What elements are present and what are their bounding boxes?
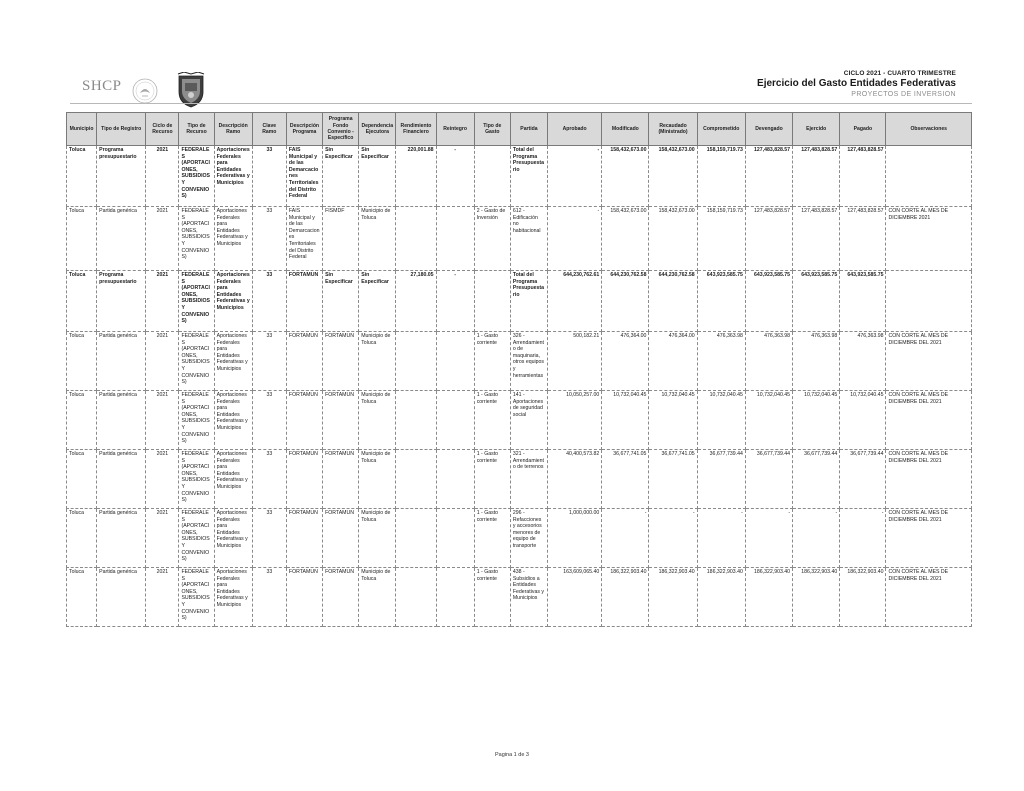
column-header: Clave Ramo [252, 113, 286, 146]
table-cell: 644,230,762.58 [602, 271, 649, 332]
table-cell: - [548, 146, 602, 207]
table-cell: FORTAMUN [323, 509, 359, 568]
table-cell [396, 332, 436, 391]
table-cell: 36,677,739.44 [840, 450, 886, 509]
table-cell: Aportaciones Federales para Entidades Federativas y Municipios [214, 332, 252, 391]
table-cell: 36,677,739.44 [793, 450, 840, 509]
table-cell: 643,923,585.75 [793, 271, 840, 332]
table-cell [396, 391, 436, 450]
table-cell: - [548, 207, 602, 271]
table-body [67, 146, 972, 627]
table-cell: 1 - Gasto corriente [474, 568, 510, 627]
table-cell: Toluca [67, 332, 97, 391]
report-subtitle: PROYECTOS DE INVERSION [851, 91, 956, 98]
table-cell: 10,732,040.45 [793, 391, 840, 450]
table-cell: - [649, 509, 697, 568]
table-cell [396, 207, 436, 271]
table-cell: 2021 [146, 332, 179, 391]
table-cell: FEDERALES (APORTACIONES, SUBSIDIOS Y CONVENIOS) [179, 271, 214, 332]
table-cell: Partida genérica [97, 332, 146, 391]
table-cell: - [436, 146, 474, 207]
table-row [67, 509, 972, 568]
table-cell: CON CORTE AL MES DE DICIEMBRE DEL 2021 [886, 509, 972, 568]
table-cell: FEDERALES (APORTACIONES, SUBSIDIOS Y CONVENIOS) [179, 207, 214, 271]
table-cell: CON CORTE AL MES DE DICIEMBRE 2021 [886, 207, 972, 271]
national-seal-icon [132, 77, 158, 105]
table-cell: Aportaciones Federales para Entidades Federativas y Municipios [214, 450, 252, 509]
column-header: Recaudado (Ministrado) [649, 113, 697, 146]
column-header: Partida [510, 113, 547, 146]
table-row [67, 332, 972, 391]
table-cell: 158,432,673.00 [649, 146, 697, 207]
table-cell [436, 450, 474, 509]
table-cell: 1 - Gasto corriente [474, 332, 510, 391]
column-header: Reintegro [436, 113, 474, 146]
table-cell: Sin Especificar [359, 146, 396, 207]
column-header: Ejercido [793, 113, 840, 146]
table-cell: 33 [252, 271, 286, 332]
table-cell: - [840, 509, 886, 568]
column-header: Ciclo de Recurso [146, 113, 179, 146]
table-cell: Sin Especificar [323, 271, 359, 332]
table-cell [396, 509, 436, 568]
table-cell: Partida genérica [97, 207, 146, 271]
column-header: Aprobado [548, 113, 602, 146]
table-cell [436, 509, 474, 568]
table-cell [436, 332, 474, 391]
table-cell: CON CORTE AL MES DE DICIEMBRE DEL 2021 [886, 450, 972, 509]
table-cell: 36,677,739.44 [745, 450, 792, 509]
table-cell: Total del Programa Presupuestario [510, 271, 547, 332]
table-cell: 326 - Arrendamiento de maquinaria, otros equipos y herramientas [510, 332, 547, 391]
table-cell: 158,432,673.00 [602, 207, 649, 271]
table-cell: FEDERALES (APORTACIONES, SUBSIDIOS Y CONVENIOS) [179, 332, 214, 391]
table-cell: Toluca [67, 450, 97, 509]
table-cell: 127,483,828.57 [793, 146, 840, 207]
table-row [67, 271, 972, 332]
table-cell [396, 568, 436, 627]
table-cell: 10,050,257.00 [548, 391, 602, 450]
table-cell: Total del Programa Presupuestario [510, 146, 547, 207]
table-cell: 186,322,903.40 [697, 568, 745, 627]
table-cell: 36,677,741.05 [602, 450, 649, 509]
table-cell: 33 [252, 509, 286, 568]
table-cell: 33 [252, 450, 286, 509]
table-cell: FAIS Municipal y de las Demarcaciones Territoriales del Distrito Federal [286, 146, 322, 207]
table-cell: FEDERALES (APORTACIONES, SUBSIDIOS Y CONVENIOS) [179, 391, 214, 450]
table-cell: Toluca [67, 207, 97, 271]
column-header: Comprometido [697, 113, 745, 146]
table-cell [436, 568, 474, 627]
table-cell: FORTAMUN [286, 391, 322, 450]
table-cell: 321 - Arrendamiento de terrenos [510, 450, 547, 509]
table-cell: CON CORTE AL MES DE DICIEMBRE DEL 2021 [886, 332, 972, 391]
table-cell: 2 - Gasto de Inversión [474, 207, 510, 271]
table-cell: Programa presupuestario [97, 146, 146, 207]
table-cell: Partida genérica [97, 450, 146, 509]
table-cell: Toluca [67, 391, 97, 450]
table-cell: FORTAMUN [323, 450, 359, 509]
table-cell: 186,322,903.40 [649, 568, 697, 627]
table-cell: Aportaciones Federales para Entidades Federativas y Municipios [214, 207, 252, 271]
table-cell: 127,483,828.57 [840, 207, 886, 271]
table-cell: Toluca [67, 568, 97, 627]
column-header: Programa Fondo Convenio - Específico [323, 113, 359, 146]
table-cell: FEDERALES (APORTACIONES, SUBSIDIOS Y CONVENIOS) [179, 568, 214, 627]
shcp-logo-text: SHCP [82, 78, 122, 94]
table-cell: 158,432,673.00 [602, 146, 649, 207]
table-cell: 1 - Gasto corriente [474, 509, 510, 568]
table-cell: 33 [252, 332, 286, 391]
column-header: Dependencia Ejecutora [359, 113, 396, 146]
table-cell [396, 450, 436, 509]
table-cell: - [745, 509, 792, 568]
table-cell: 476,363.98 [793, 332, 840, 391]
table-cell: Municipio de Toluca [359, 568, 396, 627]
column-header: Tipo de Recurso [179, 113, 214, 146]
table-cell: Municipio de Toluca [359, 391, 396, 450]
table-cell: Municipio de Toluca [359, 450, 396, 509]
table-cell: FORTAMUN [286, 568, 322, 627]
table-cell: - [697, 509, 745, 568]
table-cell: 476,364.00 [649, 332, 697, 391]
table-cell: Partida genérica [97, 568, 146, 627]
table-row [67, 207, 972, 271]
table-cell: 2021 [146, 568, 179, 627]
table-cell: 10,732,040.45 [649, 391, 697, 450]
table-cell: FEDERALES (APORTACIONES, SUBSIDIOS Y CONVENIOS) [179, 509, 214, 568]
table-cell: 40,400,573.82 [548, 450, 602, 509]
column-header: Tipo de Gasto [474, 113, 510, 146]
table-cell: 127,483,828.57 [745, 207, 792, 271]
table-cell: - [793, 509, 840, 568]
table-cell: - [602, 509, 649, 568]
column-header: Rendimiento Financiero [396, 113, 436, 146]
table-cell: 1,000,000.00 [548, 509, 602, 568]
page-number: Pagina 1 de 3 [495, 752, 529, 758]
table-cell [474, 146, 510, 207]
table-cell: 33 [252, 146, 286, 207]
table-cell: 643,923,585.75 [840, 271, 886, 332]
table-row [67, 450, 972, 509]
table-cell: 158,432,673.00 [649, 207, 697, 271]
table-cell: 476,363.98 [697, 332, 745, 391]
table-cell [474, 271, 510, 332]
column-header: Descripción Programa [286, 113, 322, 146]
table-cell: FORTAMUN [286, 509, 322, 568]
table-cell: 2021 [146, 271, 179, 332]
table-cell: 438 - Subsidios a Entidades Federativas y Municipios [510, 568, 547, 627]
report-cycle: CICLO 2021 - CUARTO TRIMESTRE [843, 70, 956, 77]
table-cell: 220,001.88 [396, 146, 436, 207]
column-header: Municipio [67, 113, 97, 146]
header-divider [70, 103, 972, 104]
table-cell: Toluca [67, 509, 97, 568]
column-header: Pagado [840, 113, 886, 146]
table-cell: Aportaciones Federales para Entidades Federativas y Municipios [214, 568, 252, 627]
table-cell: 10,732,040.45 [745, 391, 792, 450]
table-cell: Municipio de Toluca [359, 332, 396, 391]
table-cell: 643,923,585.75 [745, 271, 792, 332]
table-cell: FAIS Municipal y de las Demarcaciones Territoriales del Distrito Federal [286, 207, 322, 271]
table-cell: Programa presupuestario [97, 271, 146, 332]
table-cell: Aportaciones Federales para Entidades Federativas y Municipios [214, 391, 252, 450]
table-cell: 186,322,903.40 [602, 568, 649, 627]
table-row [67, 391, 972, 450]
table-cell: - [436, 271, 474, 332]
table-cell [436, 207, 474, 271]
table-cell: Aportaciones Federales para Entidades Federativas y Municipios [214, 509, 252, 568]
table-cell: Partida genérica [97, 509, 146, 568]
table-cell: FEDERALES (APORTACIONES, SUBSIDIOS Y CONVENIOS) [179, 450, 214, 509]
table-cell: 27,180.05 [396, 271, 436, 332]
table-cell: FORTAMUN [323, 391, 359, 450]
table-cell: 141 - Aportaciones de seguridad social [510, 391, 547, 450]
table-cell: 643,923,585.75 [697, 271, 745, 332]
table-cell: 158,159,719.73 [697, 146, 745, 207]
table-cell: 127,483,828.57 [745, 146, 792, 207]
table-cell: 2021 [146, 450, 179, 509]
table-cell: 2021 [146, 391, 179, 450]
table-cell: 33 [252, 391, 286, 450]
column-header: Tipo de Registro [97, 113, 146, 146]
table-cell: 36,677,741.05 [649, 450, 697, 509]
table-cell: 186,322,903.40 [840, 568, 886, 627]
table-cell: 476,363.98 [745, 332, 792, 391]
table-cell: 1 - Gasto corriente [474, 450, 510, 509]
table-cell: 644,230,762.58 [649, 271, 697, 332]
table-cell: Municipio de Toluca [359, 509, 396, 568]
table-cell: 2021 [146, 207, 179, 271]
table-cell: 296 - Refacciones y accesorios menores de equipo de transporte [510, 509, 547, 568]
table-cell: FORTAMUN [286, 271, 322, 332]
table-row [67, 146, 972, 207]
table-cell: 186,322,903.40 [793, 568, 840, 627]
table-cell: FEDERALES (APORTACIONES, SUBSIDIOS Y CONVENIOS) [179, 146, 214, 207]
table-cell: 476,363.98 [840, 332, 886, 391]
table-cell: 127,483,828.57 [793, 207, 840, 271]
table-cell: 36,677,739.44 [697, 450, 745, 509]
table-cell: 158,159,719.73 [697, 207, 745, 271]
table-cell: Partida genérica [97, 391, 146, 450]
report-header [757, 70, 956, 98]
table-cell: Aportaciones Federales para Entidades Federativas y Municipios [214, 271, 252, 332]
table-cell: FISMDF [323, 207, 359, 271]
table-cell: FORTAMUN [286, 332, 322, 391]
table-cell: 1 - Gasto corriente [474, 391, 510, 450]
table-cell: 10,732,040.45 [697, 391, 745, 450]
column-header: Devengado [745, 113, 792, 146]
table-cell [436, 391, 474, 450]
table-cell: 163,609,065.40 [548, 568, 602, 627]
table-cell: FORTAMUN [323, 332, 359, 391]
table-cell: 644,230,762.61 [548, 271, 602, 332]
table-cell: 10,732,040.45 [840, 391, 886, 450]
table-cell: Municipio de Toluca [359, 207, 396, 271]
table-cell: FORTAMUN [286, 450, 322, 509]
table-cell: 10,732,040.45 [602, 391, 649, 450]
table-row [67, 568, 972, 627]
table-cell [886, 146, 972, 207]
table-cell: 500,182.21 [548, 332, 602, 391]
table-cell: FORTAMUN [323, 568, 359, 627]
column-header: Observaciones [886, 113, 972, 146]
table-cell [886, 271, 972, 332]
column-header: Modificado [602, 113, 649, 146]
report-title: Ejercicio del Gasto Entidades Federativas [757, 78, 956, 89]
table-cell: 33 [252, 207, 286, 271]
investment-projects-table [66, 112, 972, 627]
table-cell: CON CORTE AL MES DE DICIEMBRE DEL 2021 [886, 568, 972, 627]
table-cell: 127,483,828.57 [840, 146, 886, 207]
table-cell: Toluca [67, 271, 97, 332]
table-cell: Toluca [67, 146, 97, 207]
table-cell: 2021 [146, 509, 179, 568]
table-cell: CON CORTE AL MES DE DICIEMBRE DEL 2021 [886, 391, 972, 450]
table-cell: 2021 [146, 146, 179, 207]
column-header: Descripción Ramo [214, 113, 252, 146]
table-cell: 186,322,903.40 [745, 568, 792, 627]
table-cell: 476,364.00 [602, 332, 649, 391]
table-header-row [67, 113, 972, 146]
table-cell: 612 - Edificación no habitacional [510, 207, 547, 271]
table-cell: Aportaciones Federales para Entidades Federativas y Municipios [214, 146, 252, 207]
table-cell: Sin Especificar [323, 146, 359, 207]
table-cell: 33 [252, 568, 286, 627]
table-cell: Sin Especificar [359, 271, 396, 332]
